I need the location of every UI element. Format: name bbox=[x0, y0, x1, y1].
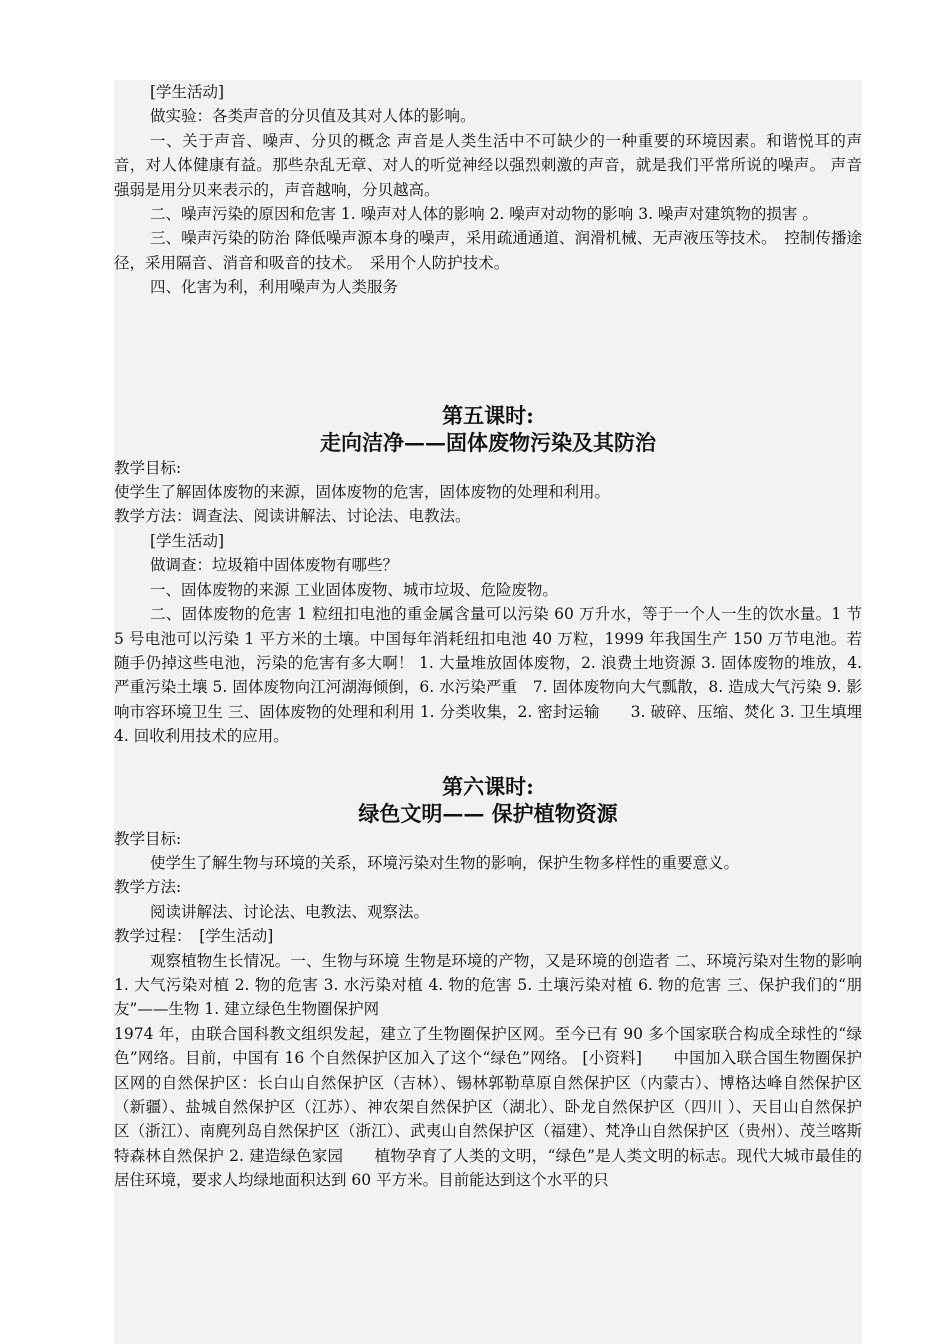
waste-harm-paragraph: 二、固体废物的危害 1 粒纽扣电池的重金属含量可以污染 60 万升水，等于一个人一生的饮水量。1 节 5 号电池可以污染 1 平方米的土壤。中国每年消耗纽扣电池 40 万粒，1999 年我国生产 150 万节电池。若随手仍掉这些电池，污染的危害有多大啊！ 1. 大量堆放固体废物，2. 浪费土地资源 3. 固体废物的堆放，4. 严重污染土壤 5. 固体废物向江河湖海倾倒，6. 水污染严重 7. 固体废物向大气瓢散，8. 造成大气污染 9. 影响市容环境卫生 三、固体废物的处理和利用 1. 分类收集，2. 密封运输 3. 破碎、压缩、焚化 3. 卫生填埋 4. 回收利用技术的应用。 bbox=[114, 605, 862, 746]
activity-label: [学生活动] bbox=[150, 83, 225, 101]
noise-concepts-paragraph: 一、关于声音、噪声、分贝的概念 声音是人类生活中不可缺少的一种重要的环境因素。和谐悦耳的声音，对人体健康有益。那些杂乱无章、对人的听觉神经以强烈刺激的声音，就是我们平常所说的噪声。 声音强弱是用分贝来表示的，声音越响，分贝越高。 bbox=[114, 131, 862, 199]
biology-environment-paragraph: 观察植物生长情况。一、生物与环境 生物是环境的产物，又是环境的创造者 二、环境污染对生物的影响 1. 大气污染对植 2. 物的危害 3. 水污染对植 4. 物的危害 5. 土壤污染对植 6. 物的危害 三、保护我们的“朋友”——生物 1. 建立绿色生物圈保护网 bbox=[114, 951, 862, 1019]
lesson5-goal-label: 教学目标: bbox=[114, 458, 182, 477]
biosphere-network-paragraph: 1974 年，由联合国科教文组织发起，建立了生物圈保护区网。至今已有 90 多个国家联合构成全球性的“绿色”网络。目前，中国有 16 个自然保护区加入了这个“绿色”网络。 [小资料] 中国加入联合国生物圈保护区网的自然保护区：长白山自然保护区（吉林）、锡林郭勒草原自然保护区（内蒙古）、博格达峰自然保护区（新疆）、盐城自然保护区（江苏）、神农架自然保护区（湖北）、卧龙自然保护区（四川 ）、天目山自然保护区（浙江）、南麂列岛自然保护区（浙江）、武夷山自然保护区（福建）、梵净山自然保护区（贵州）、茂兰喀斯特森林自然保护 2. 建造绿色家园 植物孕育了人类的文明，“绿色”是人类文明的标志。现代大城市最佳的居住环境，要求人均绿地面积达到 60 平方米。目前能达到这个水平的只 bbox=[114, 1024, 862, 1190]
lesson5-activity-label: [学生活动] bbox=[150, 531, 225, 550]
lesson5-survey: 做调查：垃圾箱中固体废物有哪些？ bbox=[150, 556, 399, 575]
lesson5-goal: 使学生了解固体废物的来源，固体废物的危害，固体废物的处理和利用。 bbox=[114, 483, 611, 502]
lesson6-title: 第六课时: bbox=[442, 773, 534, 799]
lesson5-subtitle: 走向洁净——固体废物污染及其防治 bbox=[320, 429, 656, 455]
lesson6-goal-label: 教学目标: bbox=[114, 829, 182, 848]
noise-causes-paragraph: 二、噪声污染的原因和危害 1. 噪声对人体的影响 2. 噪声对动物的影响 3. 噪声对建筑物的损害 。 bbox=[150, 205, 818, 224]
waste-sources-paragraph: 一、固体废物的来源 工业固体废物、城市垃圾、危险废物。 bbox=[150, 580, 558, 599]
lesson5-title: 第五课时: bbox=[442, 402, 534, 428]
experiment-line: 做实验：各类声音的分贝值及其对人体的影响。 bbox=[150, 107, 476, 126]
lesson6-subtitle: 绿色文明—— 保护植物资源 bbox=[358, 800, 618, 826]
lesson6-method-label: 教学方法: bbox=[114, 878, 182, 897]
lesson6-method: 阅读讲解法、讨论法、电教法、观察法。 bbox=[150, 902, 430, 921]
noise-prevention-paragraph: 三、噪声污染的防治 降低噪声源本身的噪声，采用疏通通道、润滑机械、无声液压等技术。 控制传播途径，采用隔音、消音和吸音的技术。 采用个人防护技术。 bbox=[114, 229, 862, 272]
document-body bbox=[114, 80, 862, 1193]
lesson5-method: 教学方法：调查法、阅读讲解法、讨论法、电教法。 bbox=[114, 507, 471, 526]
lesson6-process: 教学过程： [学生活动] bbox=[114, 927, 274, 946]
lesson6-goal: 使学生了解生物与环境的关系，环境污染对生物的影响，保护生物多样性的重要意义。 bbox=[150, 853, 740, 872]
noise-benefit-paragraph: 四、化害为利，利用噪声为人类服务 bbox=[150, 278, 399, 297]
